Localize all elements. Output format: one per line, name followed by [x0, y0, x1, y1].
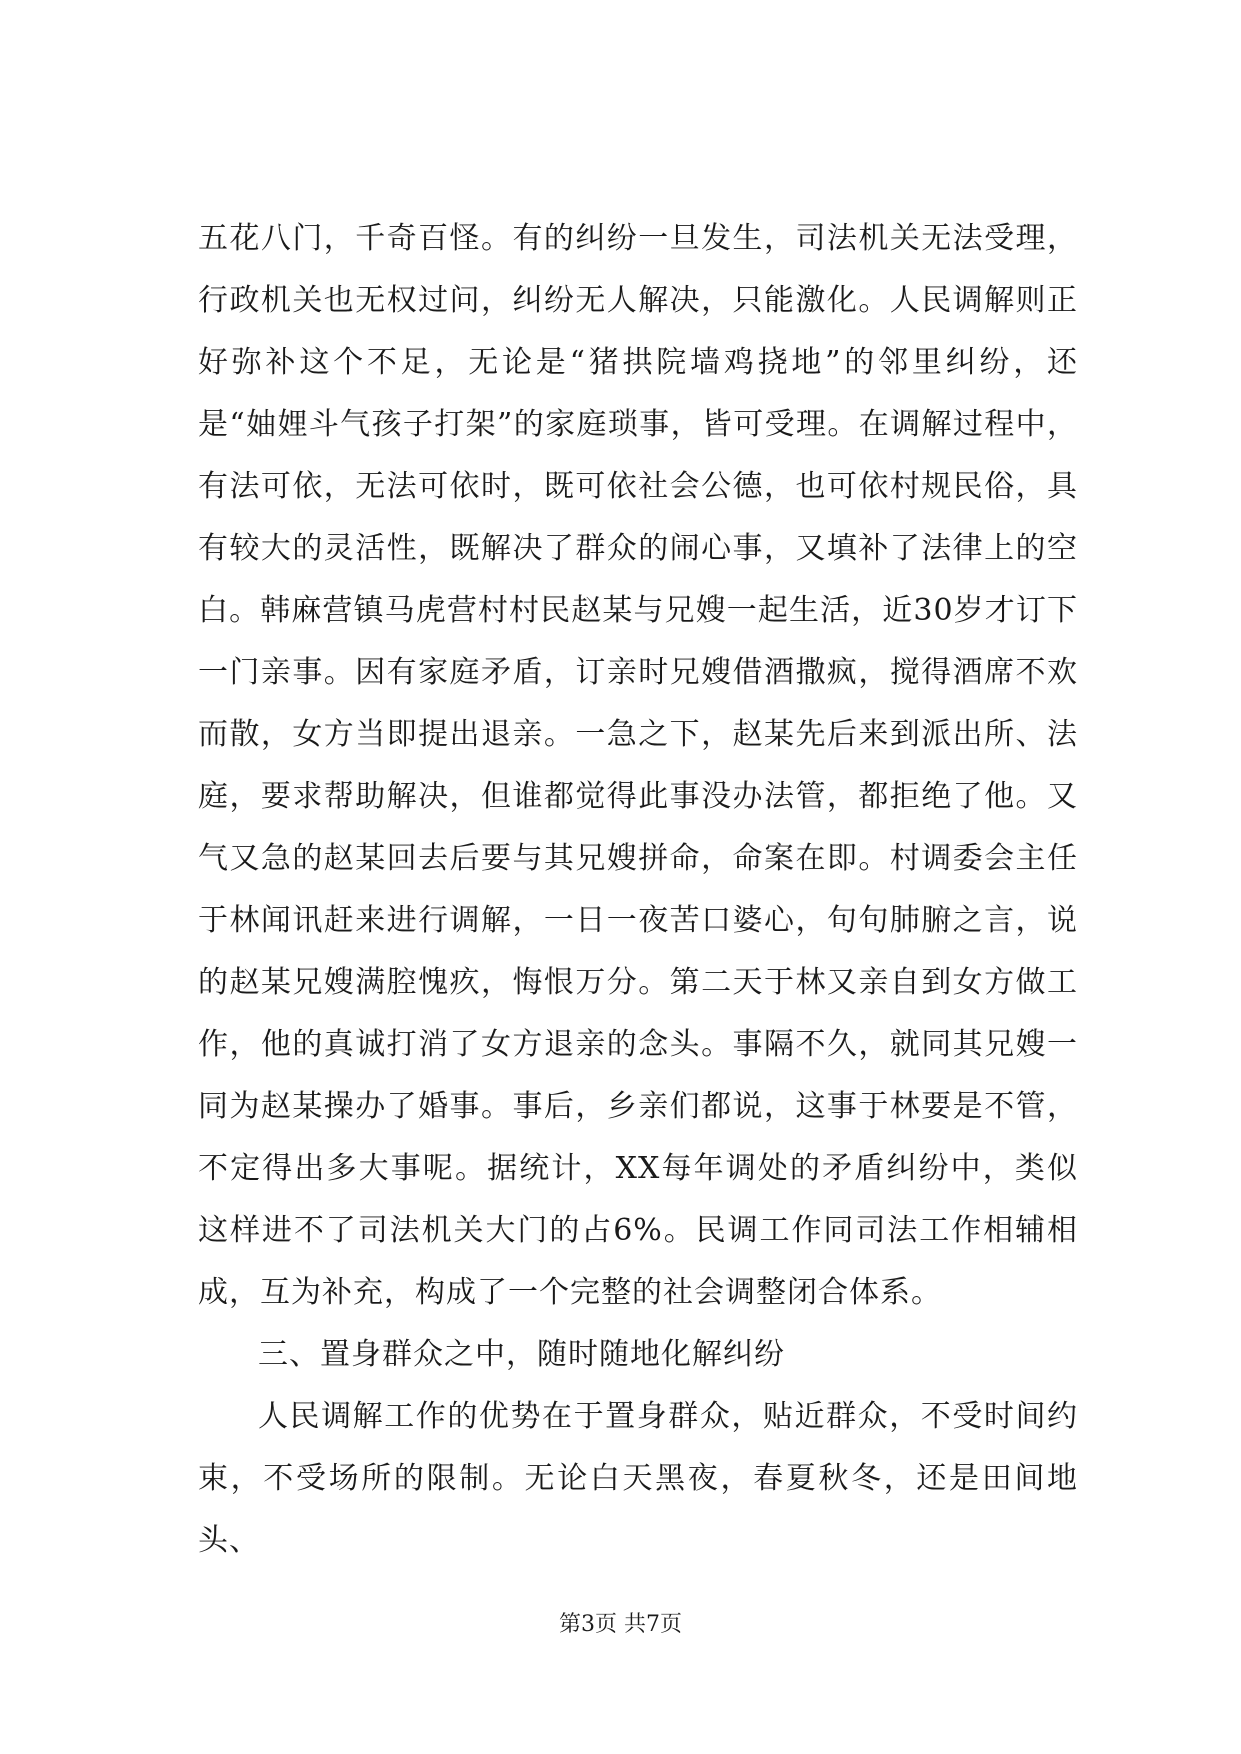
- section-heading: 三、置身群众之中，随时随地化解纠纷: [258, 1337, 785, 1372]
- document-body: [198, 208, 1078, 1572]
- page-number-footer: 第3页 共7页: [559, 1612, 682, 1637]
- paragraph-advantage: 人民调解工作的优势在于置身群众，贴近群众，不受时间约束，不受场所的限制。无论白天黑夜，春夏秋冬，还是田间地头、: [198, 1399, 1078, 1558]
- paragraph-case-story: 五花八门，千奇百怪。有的纠纷一旦发生，司法机关无法受理，行政机关也无权过问，纠纷无人解决，只能激化。人民调解则正好弥补这个不足，无论是“猪拱院墙鸡挠地”的邻里纠纷，还是“妯娌斗气孩子打架”的家庭琐事，皆可受理。在调解过程中，有法可依，无法可依时，既可依社会公德，也可依村规民俗，具有较大的灵活性，既解决了群众的闹心事，又填补了法律上的空白。韩麻营镇马虎营村村民赵某与兄嫂一起生活，近30岁才订下一门亲事。因有家庭矛盾，订亲时兄嫂借酒撒疯，搅得酒席不欢而散，女方当即提出退亲。一急之下，赵某先后来到派出所、法庭，要求帮助解决，但谁都觉得此事没办法管，都拒绝了他。又气又急的赵某回去后要与其兄嫂拼命，命案在即。村调委会主任于林闻讯赶来进行调解，一日一夜苦口婆心，句句肺腑之言，说的赵某兄嫂满腔愧疚，悔恨万分。第二天于林又亲自到女方做工作，他的真诚打消了女方退亲的念头。事隔不久，就同其兄嫂一同为赵某操办了婚事。事后，乡亲们都说，这事于林要是不管，不定得出多大事呢。据统计，XX每年调处的矛盾纠纷中，类似这样进不了司法机关大门的占6%。民调工作同司法工作相辅相成，互为补充，构成了一个完整的社会调整闭合体系。: [198, 221, 1078, 1310]
